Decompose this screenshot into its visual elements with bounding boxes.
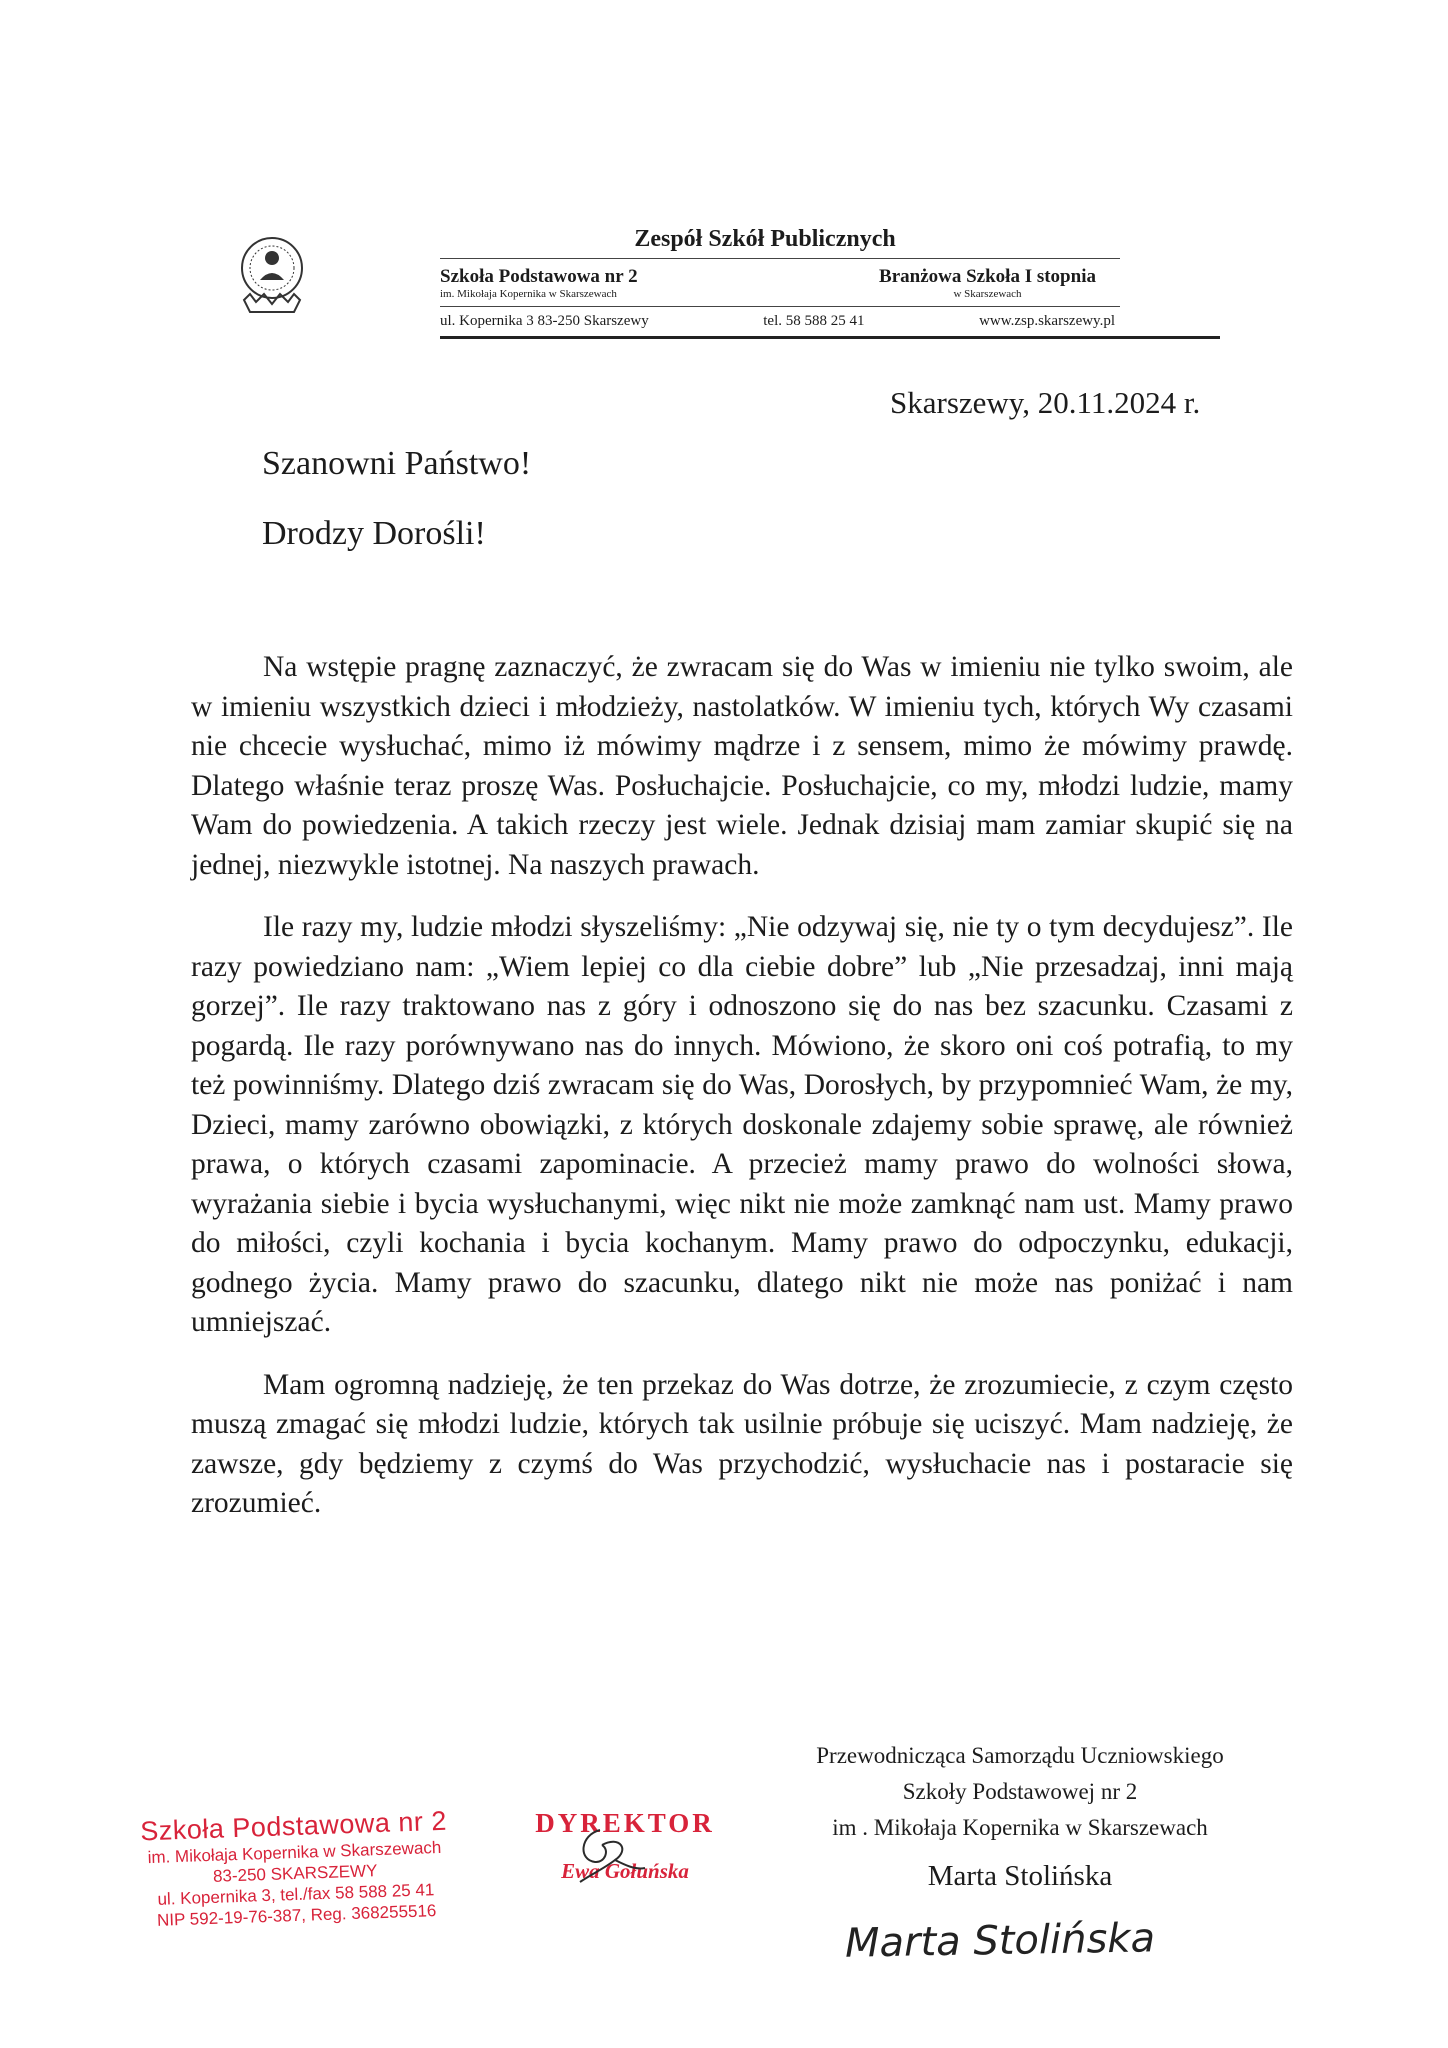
letterhead-contact [440, 313, 1115, 330]
letter-date: Skarszewy, 20.11.2024 r. [890, 385, 1201, 420]
stamp-line-2: im. Mikołaja Kopernika w Skarszewach [147, 1837, 442, 1868]
paragraph: Na wstępie pragnę zaznaczyć, że zwracam się do Was w imieniu nie tylko swoim, ale w imieniu wszystkich dzieci i młodzieży, nastolatków. W imieniu tych, których Wy czasami nie chcecie wysłuchać, mimo iż mówimy mądrze i z sensem, mimo że mówimy prawdę. Dlatego właśnie teraz proszę Was. Posłuchajcie. Posłuchajcie, co my, młodzi ludzie, mamy Wam do powiedzenia. A takich rzeczy jest wiele. Jednak dzisiaj mam zamiar skupić się na jednej, niezwykle istotnej. Na naszych prawach. [191, 651, 1293, 881]
signatory-name: Marta Stolińska [927, 1860, 1113, 1892]
right-school-name: Branżowa Szkoła I stopnia [879, 266, 1096, 287]
right-school-subtitle: w Skarszewach [953, 288, 1022, 300]
signature-role-line-1: Przewodnicząca Samorządu Uczniowskiego [816, 1743, 1224, 1768]
stamp-line-5: NIP 592-19-76-387, Reg. 368255516 [156, 1901, 437, 1930]
director-signature-icon [560, 1820, 650, 1890]
letterhead-address: ul. Kopernika 3 83-250 Skarszewy [440, 313, 649, 329]
school-logo-icon [232, 228, 310, 324]
letterhead-right-school [860, 266, 1115, 301]
stamp-line-3: 83-250 SKARSZEWY [212, 1861, 378, 1886]
left-school-subtitle: im. Mikołaja Kopernika w Skarszewach [440, 288, 617, 300]
letter-body [191, 648, 1293, 1547]
letterhead-phone: tel. 58 588 25 41 [763, 313, 865, 329]
director-stamp-title: DYREKTOR [535, 1808, 715, 1838]
paragraph: Ile razy my, ludzie młodzi słyszeliśmy: „Nie odzywaj się, nie ty o tym decydujesz”. Ile razy powiedziano nam: „Wiem lepiej co dla ciebie dobre” lub „Nie przesadzaj, inni mają gorzej”. Ile razy traktowano nas z góry i odnoszono się do nas bez szacunku. Czasami z pogardą. Ile razy porównywano nas do innych. Mówiono, że skoro oni coś potrafią, to my też powinniśmy. Dlatego dziś zwracam się do Was, Dorosłych, by przypomnieć Wam, że my, Dzieci, mamy zarówno obowiązki, z których doskonale zdajemy sobie sprawę, ale również prawa, o których czasami zapominacie. A przecież mamy prawo do wolności słowa, wyrażania siebie i bycia wysłuchanymi, więc nikt nie może zamknąć nam ust. Mamy prawo do miłości, czyli kochania i bycia kochanym. Mamy prawo do odpoczynku, edukacji, godnego życia. Mamy prawo do szacunku, dlatego nikt nie może nas poniżać i nam umniejszać. [191, 911, 1293, 1338]
signature-role-line-2: Szkoły Podstawowej nr 2 [902, 1779, 1138, 1804]
school-stamp [128, 1804, 462, 1931]
director-stamp-name: Ewa Gołuńska [561, 1859, 689, 1883]
signature-role-line-3: im . Mikołaja Kopernika w Skarszewach [832, 1815, 1208, 1840]
letterhead-website: www.zsp.skarszewy.pl [979, 313, 1115, 329]
letterhead-divider-bottom [440, 336, 1220, 339]
signature-role [780, 1738, 1260, 1846]
stamp-line-4: ul. Kopernika 3, tel./fax 58 588 25 41 [157, 1880, 435, 1909]
greeting-line-2: Drodzy Dorośli! [262, 515, 486, 552]
greeting-line-1: Szanowni Państwo! [262, 445, 532, 482]
paragraph: Mam ogromną nadzieję, że ten przekaz do Was dotrze, że zrozumiecie, z czym często muszą zmagać się młodzi ludzie, których tak usilnie próbuje się uciszyć. Mam nadzieję, że zawsze, gdy będziemy z czymś do Was przychodzić, wysłuchacie nas i postaracie się zrozumieć. [191, 1368, 1293, 1519]
stamp-line-1: Szkoła Podstawowa nr 2 [139, 1805, 448, 1847]
letterhead-left-school [440, 266, 820, 301]
handwritten-signature: Marta Stolińska [844, 1915, 1156, 1967]
letterhead-divider-mid [440, 306, 1120, 307]
letterhead-divider-top [440, 258, 1120, 259]
left-school-name: Szkoła Podstawowa nr 2 [440, 266, 638, 287]
letterhead-title: Zespół Szkół Publicznych [634, 226, 896, 252]
